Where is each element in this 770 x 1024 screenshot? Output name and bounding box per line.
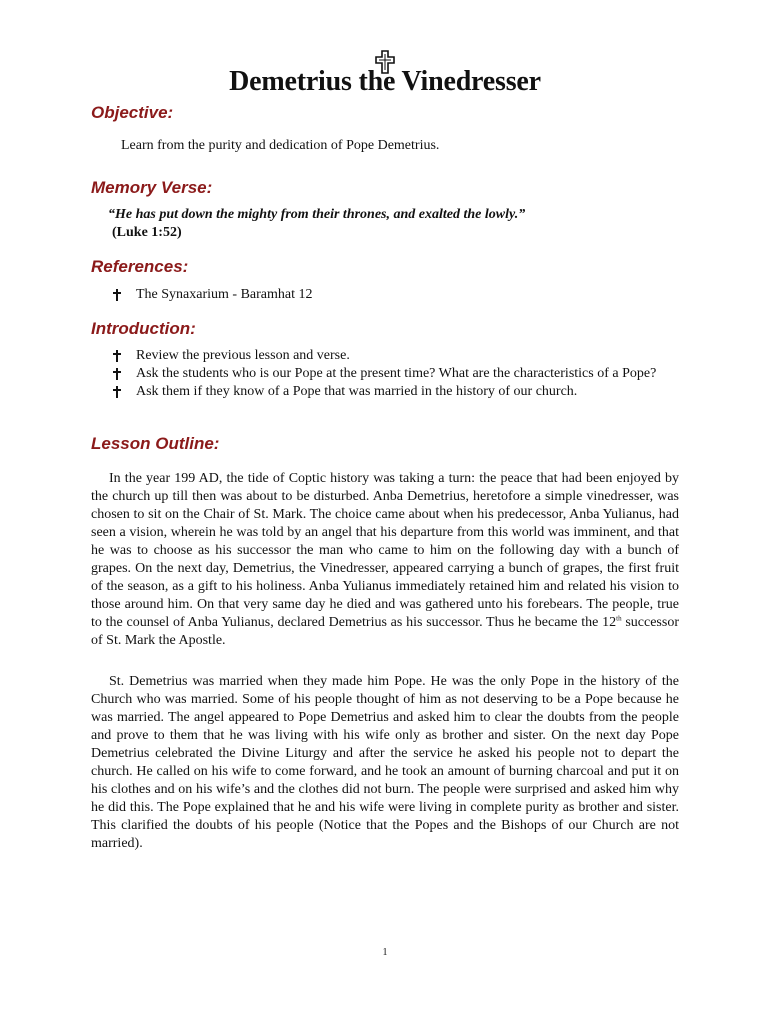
introduction-list — [112, 347, 676, 401]
page-title: Demetrius the Vinedresser — [229, 66, 541, 97]
introduction-heading: Introduction: — [91, 319, 196, 338]
cross-bullet-icon — [112, 289, 122, 301]
lesson-paragraph-2: St. Demetrius was married when they made him Pope. He was the only Pope in the history of the Church who was married. Some of his people thought of him as not deserving to be a Pope because he was married. The angel appeared to Pope Demetrius and asked him to clear the doubts from the people and prove to them that he was living with his wife only as brother and sister. On the next day Pope Demetrius celebrated the Divine Liturgy and after the service he asked his people not to depart the church. He called on his wife to come forward, and he took an amount of burning charcoal and put it on his clothes and on his wife’s and the clothes did not burn. The people were surprised and asked him why he did this. The Pope explained that he and his wife were living in complete purity as brother and sister. This clarified the doubts of his people (Notice that the Popes and the Bishops of our Church are not married). — [91, 674, 679, 851]
memory-verse-text: “He has put down the mighty from their thrones, and exalted the lowly.” — [108, 207, 526, 222]
list-item — [112, 365, 676, 383]
references-heading: References: — [91, 257, 189, 276]
list-item-text: Ask them if they know of a Pope that was married in the history of our church. — [136, 384, 578, 399]
list-item-text: Review the previous lesson and verse. — [136, 348, 350, 363]
list-item — [112, 383, 676, 401]
references-list — [112, 286, 676, 304]
lesson-paragraph-1 — [91, 470, 679, 650]
list-item-text: Ask the students who is our Pope at the present time? What are the characteristics of a Pope? — [136, 366, 657, 381]
list-item — [112, 286, 676, 304]
objective-heading: Objective: — [91, 103, 174, 122]
list-item — [112, 347, 676, 365]
lesson-outline-heading: Lesson Outline: — [91, 434, 220, 453]
memory-verse-reference: (Luke 1:52) — [112, 225, 182, 240]
list-item-text: The Synaxarium - Baramhat 12 — [136, 287, 313, 302]
memory-verse-heading: Memory Verse: — [91, 178, 213, 197]
page-number: 1 — [382, 947, 388, 958]
paragraph-text-end: successor of St. Mark the Apostle. — [91, 615, 679, 648]
paragraph-text: In the year 199 AD, the tide of Coptic history was taking a turn: the peace that had been enjoyed by the church up till then was about to be disturbed. Anba Demetrius, heretofore a simple vinedresser, was chosen to sit on the Chair of St. Mark. The choice came about when his predecessor, Anba Yulianus, had seen a vision, wherein he was told by an angel that his departure from this world was imminent, and that he was to choose as his successor the man who came to him on the following day with a bunch of grapes. On the next day, Demetrius, the Vinedresser, appeared carrying a bunch of grapes, the first fruit of the season, as a gift to his holiness. Anba Yulianus immediately retained him and related his vision to those around him. On that very same day he died and was gathered unto his forebears. The people, true to the counsel of Anba Yulianus, declared Demetrius as his successor. Thus he became the 12 — [91, 471, 679, 630]
cross-bullet-icon — [112, 368, 122, 380]
objective-text: Learn from the purity and dedication of Pope Demetrius. — [121, 138, 440, 153]
cross-bullet-icon — [112, 350, 122, 362]
ordinal-suffix: th — [616, 614, 622, 623]
cross-bullet-icon — [112, 386, 122, 398]
